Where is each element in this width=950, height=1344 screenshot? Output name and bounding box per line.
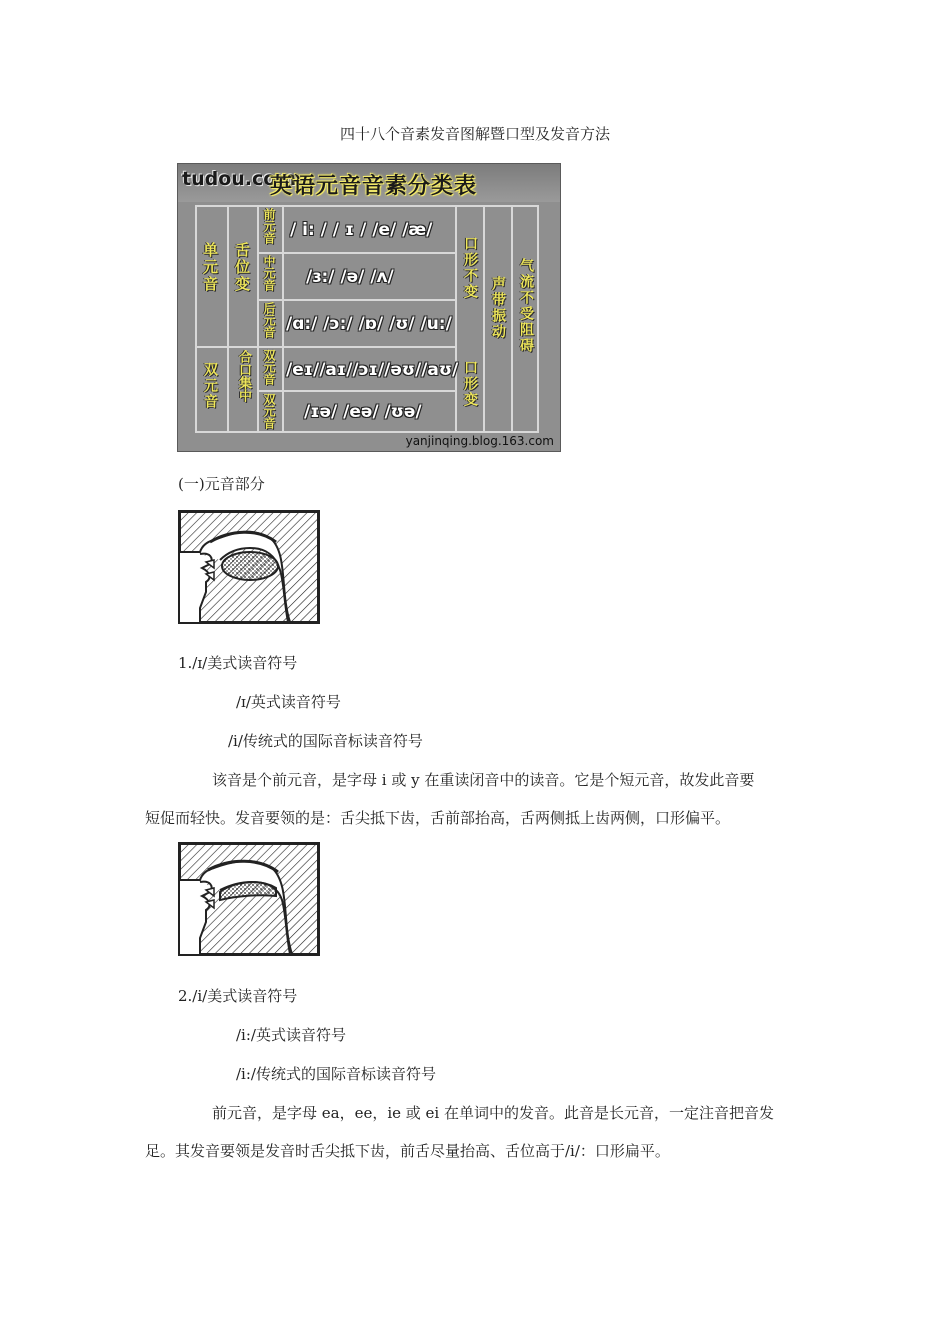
- item2-american-symbol: 2./i/美式读音符号: [178, 987, 298, 1005]
- ipa-diphthong-row-1: /eɪ//aɪ//ɔɪ//əʊ//aʊ/: [286, 360, 459, 380]
- label-diphthong-1: 双元音: [262, 349, 276, 385]
- label-vocal-vibrate: 声带振动: [490, 276, 506, 340]
- ipa-back-row: /ɑ:/ /ɔ:/ /ɒ/ /ʊ/ /u:/: [286, 314, 452, 334]
- item1-american-symbol: 1./ɪ/美式读音符号: [178, 654, 298, 672]
- item2-british-symbol: /i:/英式读音符号: [236, 1026, 346, 1044]
- page-title: 四十八个音素发音图解暨口型及发音方法: [339, 125, 610, 143]
- item1-british-symbol: /ɪ/英式读音符号: [236, 693, 341, 711]
- item2-ipa-symbol: /i:/传统式的国际音标读音符号: [236, 1065, 436, 1083]
- mouth-diagram-2: [178, 842, 320, 956]
- label-back-vowel: 后元音: [262, 302, 276, 338]
- label-airflow-free: 气流不受阻碍: [518, 258, 534, 354]
- label-central-vowel: 中元音: [262, 255, 276, 291]
- label-diphthong: 双元音: [202, 362, 218, 410]
- item2-description-line1: 前元音，是字母 ea，ee，ie 或 ei 在单词中的发音。此音是长元音，一定注音把音发: [212, 1104, 774, 1122]
- label-diphthong-2: 双元音: [262, 393, 276, 429]
- chart-credit: yanjinqing.blog.163.com: [405, 434, 554, 448]
- label-monophthong: 单元音: [201, 242, 219, 293]
- label-mouth-changes: 口形变: [462, 360, 478, 408]
- label-mouth-unchanged: 口形不变: [462, 236, 478, 300]
- section-heading: (一)元音部分: [178, 475, 265, 493]
- ipa-central-row: /ɜ:/ /ə/ /ʌ/: [306, 267, 394, 287]
- mouth-diagram-1: [178, 510, 320, 624]
- item1-description-line1: 该音是个前元音，是字母 i 或 y 在重读闭音中的读音。它是个短元音，故发此音要: [212, 771, 755, 789]
- item2-description-line2: 足。其发音要领是发音时舌尖抵下齿，前舌尽量抬高、舌位高于/i/：口形扁平。: [145, 1142, 670, 1160]
- vowel-chart-image: [177, 163, 561, 452]
- label-front-vowel: 前元音: [262, 208, 276, 244]
- chart-logo: tudou.com: [182, 168, 297, 190]
- label-tongue-moves: 舌位变: [233, 242, 251, 293]
- ipa-front-row: / i: / / ɪ / /e/ /æ/: [290, 220, 433, 240]
- label-combine-center: 合口集中: [236, 350, 251, 402]
- chart-title: 英语元音音素分类表: [270, 174, 478, 199]
- item1-description-line2: 短促而轻快。发音要领的是：舌尖抵下齿，舌前部抬高，舌两侧抵上齿两侧，口形偏平。: [145, 809, 731, 827]
- item1-ipa-symbol: /i/传统式的国际音标读音符号: [228, 732, 423, 750]
- ipa-diphthong-row-2: /ɪə/ /eə/ /ʊə/: [304, 402, 422, 422]
